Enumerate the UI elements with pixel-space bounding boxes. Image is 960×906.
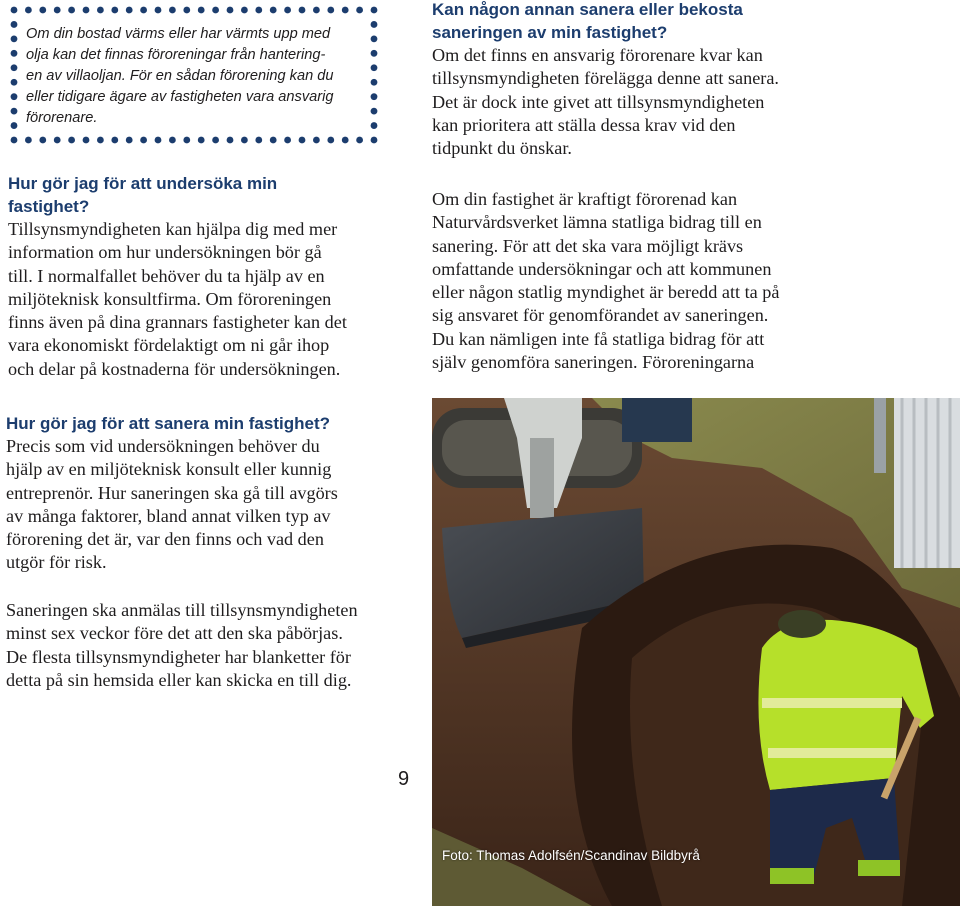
body-line: miljöteknisk konsultfirma. Om föroreningen <box>8 288 332 309</box>
paragraph-grant <box>432 188 822 374</box>
body-line: minst sex veckor före det att den ska påbörjas. <box>6 623 343 644</box>
border-dot <box>342 7 349 14</box>
border-dot <box>212 137 219 144</box>
border-dot <box>83 7 90 14</box>
excavation-photo <box>432 398 960 906</box>
border-dot <box>183 7 190 14</box>
border-dot <box>39 137 46 144</box>
border-dot <box>11 21 18 28</box>
section-heading <box>8 172 380 218</box>
border-dot <box>371 64 378 71</box>
border-dot <box>83 137 90 144</box>
body-line: Om din fastighet är kraftigt förorenad kan <box>432 189 738 209</box>
body-line: sanering. För att det ska vara möjligt krävs <box>432 235 744 256</box>
border-dot <box>356 7 363 14</box>
border-dot <box>169 7 176 14</box>
body-line: sig ansvaret för genomförandet av saneringen. <box>432 305 769 326</box>
body-line: av många faktorer, bland annat vilken typ av <box>6 505 331 526</box>
border-dot <box>126 137 133 144</box>
border-dot <box>227 137 234 144</box>
border-dot <box>371 93 378 100</box>
border-dot <box>241 7 248 14</box>
border-dot <box>140 7 147 14</box>
border-dot <box>11 137 18 144</box>
body-line: omfattande undersökningar och att kommunen <box>432 258 772 279</box>
border-dot <box>68 137 75 144</box>
border-dot <box>126 7 133 14</box>
info-box-text <box>26 24 371 129</box>
body-line: Saneringen ska anmälas till tillsynsmyndigheten <box>6 600 358 620</box>
border-dot <box>255 137 262 144</box>
info-line: Om din bostad värms eller har värmts upp med <box>26 26 331 42</box>
heading-line: Hur gör jag för att undersöka min <box>8 174 278 193</box>
body-line: hjälp av en miljöteknisk konsult eller kunnig <box>6 459 332 480</box>
info-line: olja kan det finnas föroreningar från hantering- <box>26 47 326 63</box>
border-dot <box>11 79 18 86</box>
border-dot <box>54 137 61 144</box>
body-line: tidpunkt du önskar. <box>432 138 572 159</box>
body-line: entreprenör. Hur saneringen ska gå till avgörs <box>6 482 338 503</box>
border-dot <box>371 79 378 86</box>
border-dot <box>97 137 104 144</box>
border-dot <box>371 21 378 28</box>
section-heading: Hur gör jag för att sanera min fastighet? <box>6 414 330 433</box>
border-dot <box>97 7 104 14</box>
border-dot <box>140 137 147 144</box>
info-line: förorenare. <box>26 110 98 126</box>
border-dot <box>371 137 378 144</box>
border-dot <box>284 137 291 144</box>
body-line: Naturvårdsverket lämna statliga bidrag till en <box>432 212 762 233</box>
body-line: Det är dock inte givet att tillsynsmyndigheten <box>432 91 765 112</box>
border-dot <box>198 7 205 14</box>
paragraph-notify <box>6 599 386 692</box>
body-line: De flesta tillsynsmyndigheter har blanketter för <box>6 646 351 667</box>
body-line: förorening det är, var den finns och vad den <box>6 529 324 550</box>
border-dot <box>111 137 118 144</box>
section-investigate <box>8 172 380 381</box>
border-dot <box>54 7 61 14</box>
info-line: eller tidigare ägare av fastigheten vara ansvarig <box>26 89 334 105</box>
border-dot <box>11 93 18 100</box>
border-dot <box>212 7 219 14</box>
border-dot <box>313 137 320 144</box>
heading-line: fastighet? <box>8 197 90 216</box>
border-dot <box>241 137 248 144</box>
page-number: 9 <box>398 768 410 790</box>
section-body <box>432 44 822 160</box>
border-dot <box>11 7 18 14</box>
body-line: och delar på kostnaderna för undersökningen. <box>8 358 341 379</box>
border-dot <box>371 35 378 42</box>
border-dot <box>11 35 18 42</box>
border-dot <box>313 7 320 14</box>
border-dot <box>11 50 18 57</box>
border-dot <box>198 137 205 144</box>
info-box <box>8 4 380 146</box>
body-line: eller någon statlig myndighet är beredd att ta på <box>432 282 780 303</box>
border-dot <box>227 7 234 14</box>
border-dot <box>11 64 18 71</box>
border-dot <box>270 137 277 144</box>
section-heading <box>432 0 822 44</box>
body-line: Du kan nämligen inte få statliga bidrag för att <box>432 328 765 349</box>
heading-line: Kan någon annan sanera eller bekosta <box>432 0 743 19</box>
excavation-illustration <box>432 398 960 906</box>
border-dot <box>299 7 306 14</box>
info-line: en av villaoljan. För en sådan förorening kan du <box>26 68 334 84</box>
border-dot <box>39 7 46 14</box>
section-body <box>8 218 380 381</box>
border-dot <box>11 122 18 129</box>
border-dot <box>155 137 162 144</box>
body-line: till. I normalfallet behöver du ta hjälp av en <box>8 265 325 286</box>
border-dot <box>371 50 378 57</box>
border-dot <box>111 7 118 14</box>
body-line: utgör för risk. <box>6 552 107 573</box>
section-body <box>6 435 382 575</box>
border-dot <box>371 122 378 129</box>
border-dot <box>25 7 32 14</box>
border-dot <box>155 7 162 14</box>
border-dot <box>371 7 378 14</box>
body-line: vara ekonomiskt fördelaktigt om ni går ihop <box>8 335 330 356</box>
body-line: Tillsynsmyndigheten kan hjälpa dig med mer <box>8 219 338 239</box>
section-other-party <box>432 0 822 160</box>
photo-credit: Foto: Thomas Adolfsén/Scandinav Bildbyrå <box>442 848 700 863</box>
border-dot <box>183 137 190 144</box>
body-line: information om hur undersökningen bör gå <box>8 242 322 263</box>
border-dot <box>299 137 306 144</box>
body-line: Precis som vid undersökningen behöver du <box>6 436 320 456</box>
section-remediate <box>6 412 382 575</box>
border-dot <box>284 7 291 14</box>
border-dot <box>68 7 75 14</box>
border-dot <box>327 137 334 144</box>
heading-line: saneringen av min fastighet? <box>432 23 668 42</box>
border-dot <box>255 7 262 14</box>
border-dot <box>342 137 349 144</box>
body-line: Om det finns en ansvarig förorenare kvar kan <box>432 45 763 65</box>
body-line: kan prioritera att ställa dessa krav vid den <box>432 114 736 135</box>
body-line: själv genomföra saneringen. Föroreningarna <box>432 352 755 373</box>
border-dot <box>169 137 176 144</box>
body-line: finns även på dina grannars fastigheter kan det <box>8 312 347 333</box>
body-line: detta på sin hemsida eller kan skicka en till dig. <box>6 669 352 690</box>
border-dot <box>371 108 378 115</box>
border-dot <box>25 137 32 144</box>
border-dot <box>356 137 363 144</box>
body-line: tillsynsmyndigheten förelägga denne att sanera. <box>432 68 779 89</box>
border-dot <box>11 108 18 115</box>
border-dot <box>327 7 334 14</box>
border-dot <box>270 7 277 14</box>
